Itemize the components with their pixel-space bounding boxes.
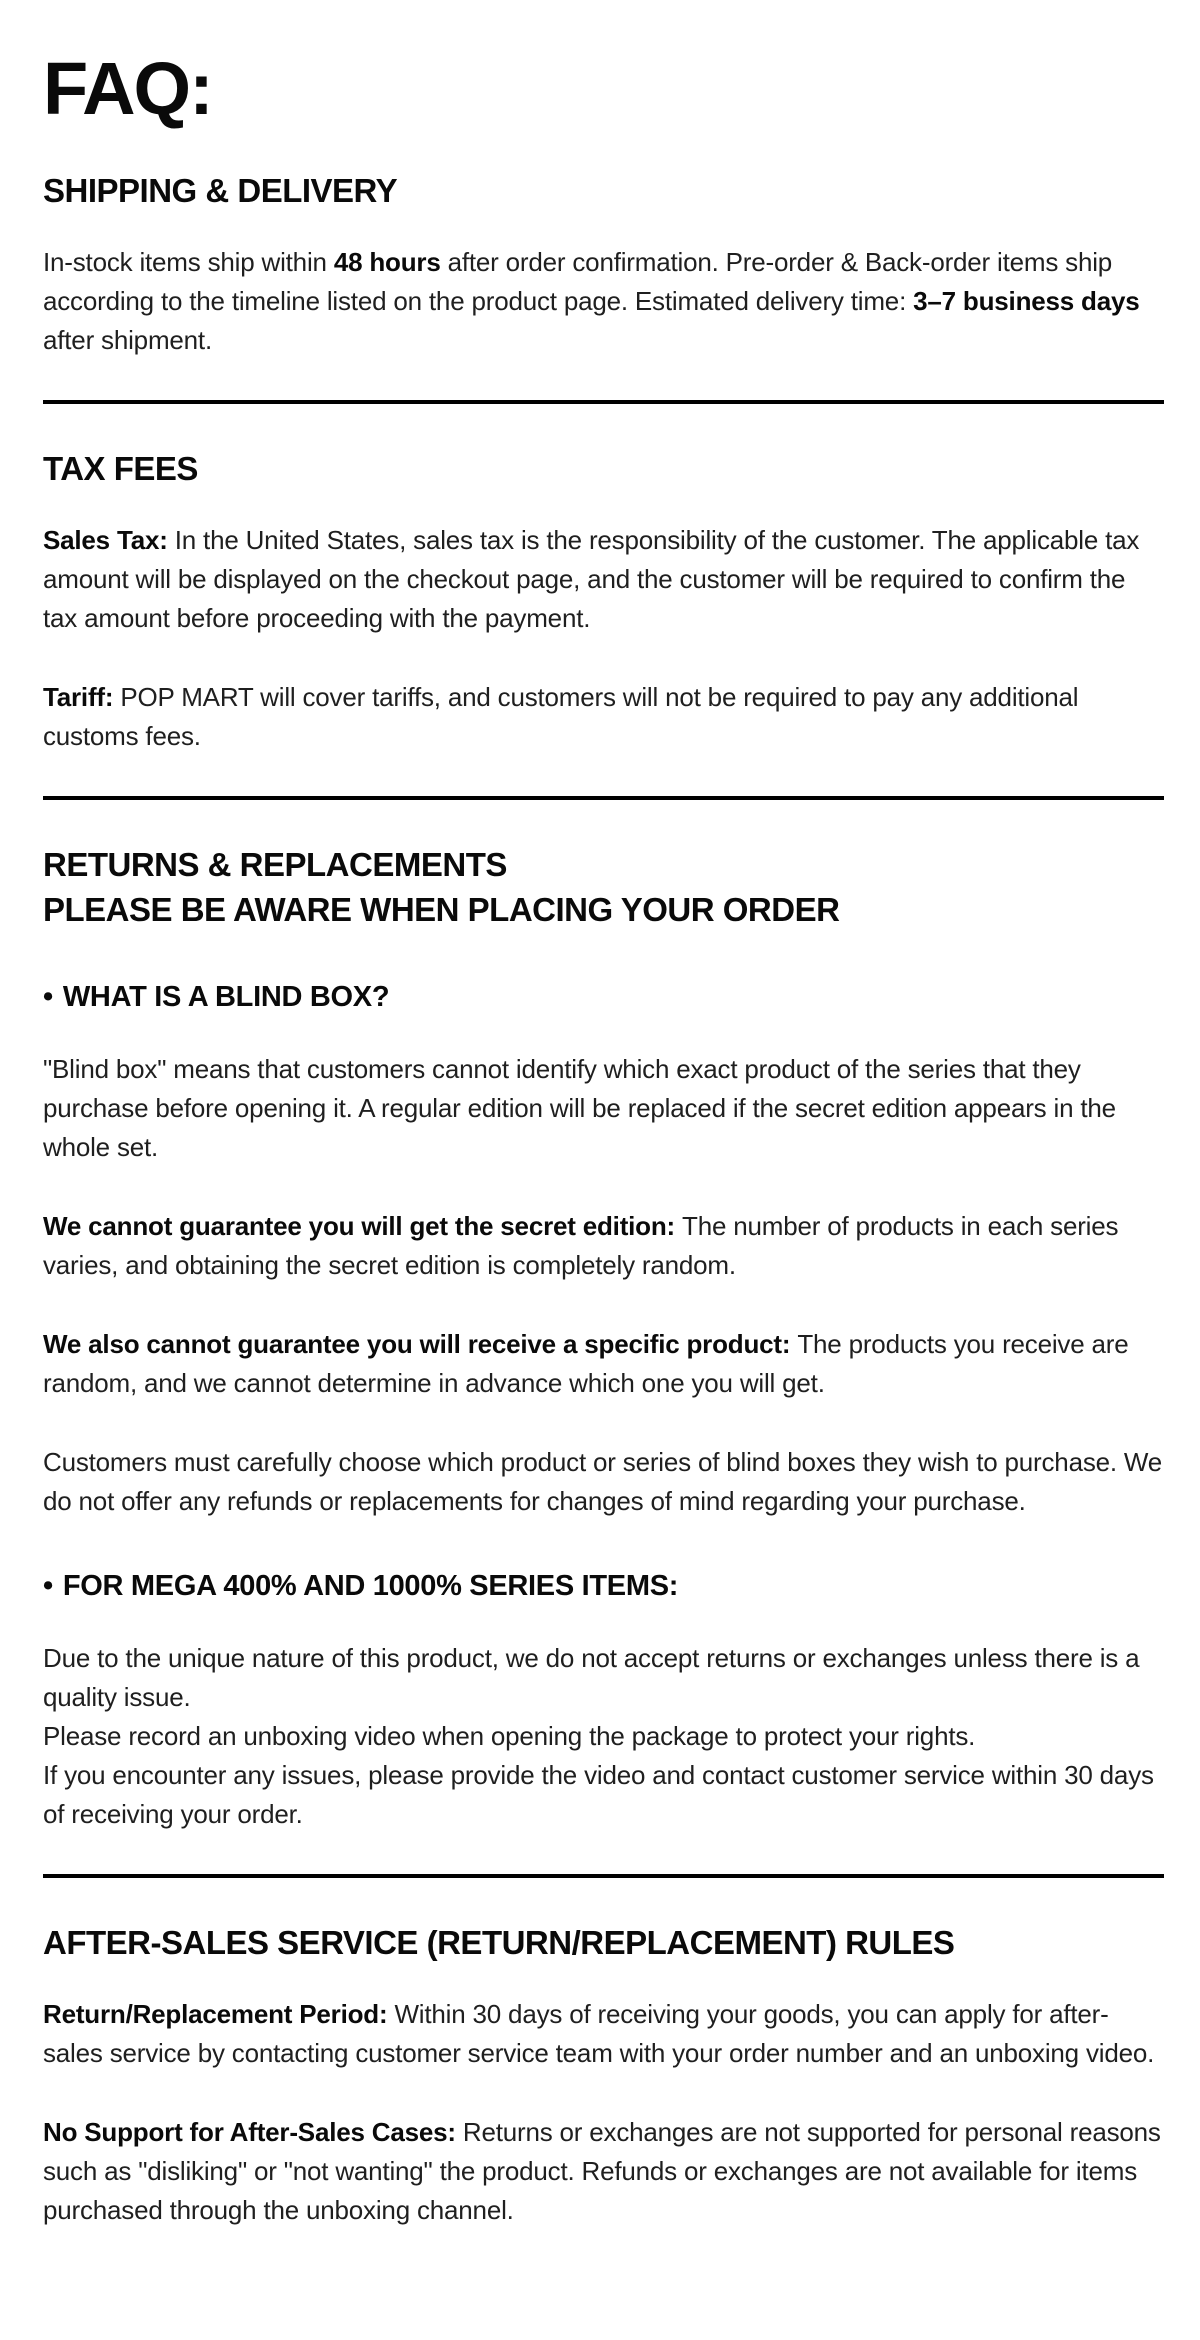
text-run: Within 30 days of receiving your goods, you can apply for after-sales service by contacting customer service team with your order number and an unboxing video.: [43, 1999, 1155, 2069]
bold-text-run: We cannot guarantee you will get the secret edition:: [43, 1211, 683, 1242]
bold-text-run: Return/Replacement Period:: [43, 1999, 395, 2030]
paragraph: [43, 1443, 1164, 1521]
text-run: Returns or exchanges are not supported for personal reasons such as "disliking" or "not wanting" the product. Refunds or exchanges are not available for items purchased through the unboxing channel.: [43, 2117, 1161, 2226]
page-title: FAQ:: [43, 47, 212, 130]
paragraph: [43, 678, 1164, 756]
text-run: "Blind box" means that customers cannot identify which exact product of the series that they purchase before opening it. A regular edition will be replaced if the secret edition appears in the whole set.: [43, 1054, 1116, 1163]
text-run: Due to the unique nature of this product, we do not accept returns or exchanges unless there is a quality issue.: [43, 1643, 1140, 1713]
paragraph: [43, 1995, 1164, 2073]
faq-section: [43, 1920, 1164, 2230]
faq-section: [43, 842, 1164, 1834]
faq-content: [43, 168, 1164, 2230]
text-run: POP MART will cover tariffs, and customers will not be required to pay any additional customs fees.: [43, 682, 1079, 752]
text-run: The products you receive are random, and we cannot determine in advance which one you will get.: [43, 1329, 1129, 1399]
paragraph: [43, 1050, 1164, 1167]
paragraph: [43, 243, 1164, 360]
faq-section: [43, 168, 1164, 360]
text-run: Please record an unboxing video when opening the package to protect your rights.: [43, 1721, 976, 1752]
bold-text-run: 3–7 business days: [913, 286, 1140, 317]
paragraph: [43, 1325, 1164, 1403]
bullet-heading: • FOR MEGA 400% AND 1000% SERIES ITEMS:: [43, 1567, 1164, 1605]
section-divider: [43, 1874, 1164, 1878]
bold-text-run: Sales Tax:: [43, 525, 175, 556]
text-run: The number of products in each series varies, and obtaining the secret edition is completely random.: [43, 1211, 1119, 1281]
text-run: Customers must carefully choose which product or series of blind boxes they wish to purchase. We do not offer any refunds or replacements for changes of mind regarding your purchase.: [43, 1447, 1163, 1517]
section-heading: SHIPPING & DELIVERY: [43, 172, 398, 210]
text-run: In-stock items ship within: [43, 247, 334, 278]
text-run: If you encounter any issues, please provide the video and contact customer service within 30 days of receiving your order.: [43, 1760, 1154, 1830]
bullet-heading: • WHAT IS A BLIND BOX?: [43, 978, 1164, 1016]
section-heading: AFTER-SALES SERVICE (RETURN/REPLACEMENT) RULES: [43, 1924, 955, 1962]
section-heading: TAX FEES: [43, 450, 198, 488]
text-run: after shipment.: [43, 325, 212, 356]
paragraph: [43, 521, 1164, 638]
faq-section: [43, 446, 1164, 756]
bold-text-run: We also cannot guarantee you will receive a specific product:: [43, 1329, 798, 1360]
paragraph: [43, 1639, 1164, 1834]
bold-text-run: Tariff:: [43, 682, 121, 713]
text-run: after order confirmation. Pre-order & Back-order items ship according to the timeline listed on the product page. Estimated delivery time:: [43, 247, 1113, 317]
bullet-icon: •: [43, 1570, 53, 1603]
bold-text-run: 48 hours: [333, 247, 441, 278]
section-divider: [43, 796, 1164, 800]
bullet-icon: •: [43, 981, 53, 1014]
text-run: In the United States, sales tax is the responsibility of the customer. The applicable tax amount will be displayed on the checkout page, and the customer will be required to confirm the tax amount before proceeding with the payment.: [43, 525, 1140, 634]
section-divider: [43, 400, 1164, 404]
paragraph: [43, 2113, 1164, 2230]
section-heading: RETURNS & REPLACEMENTS PLEASE BE AWARE WHEN PLACING YOUR ORDER: [43, 846, 840, 929]
paragraph: [43, 1207, 1164, 1285]
bold-text-run: No Support for After-Sales Cases:: [43, 2117, 463, 2148]
